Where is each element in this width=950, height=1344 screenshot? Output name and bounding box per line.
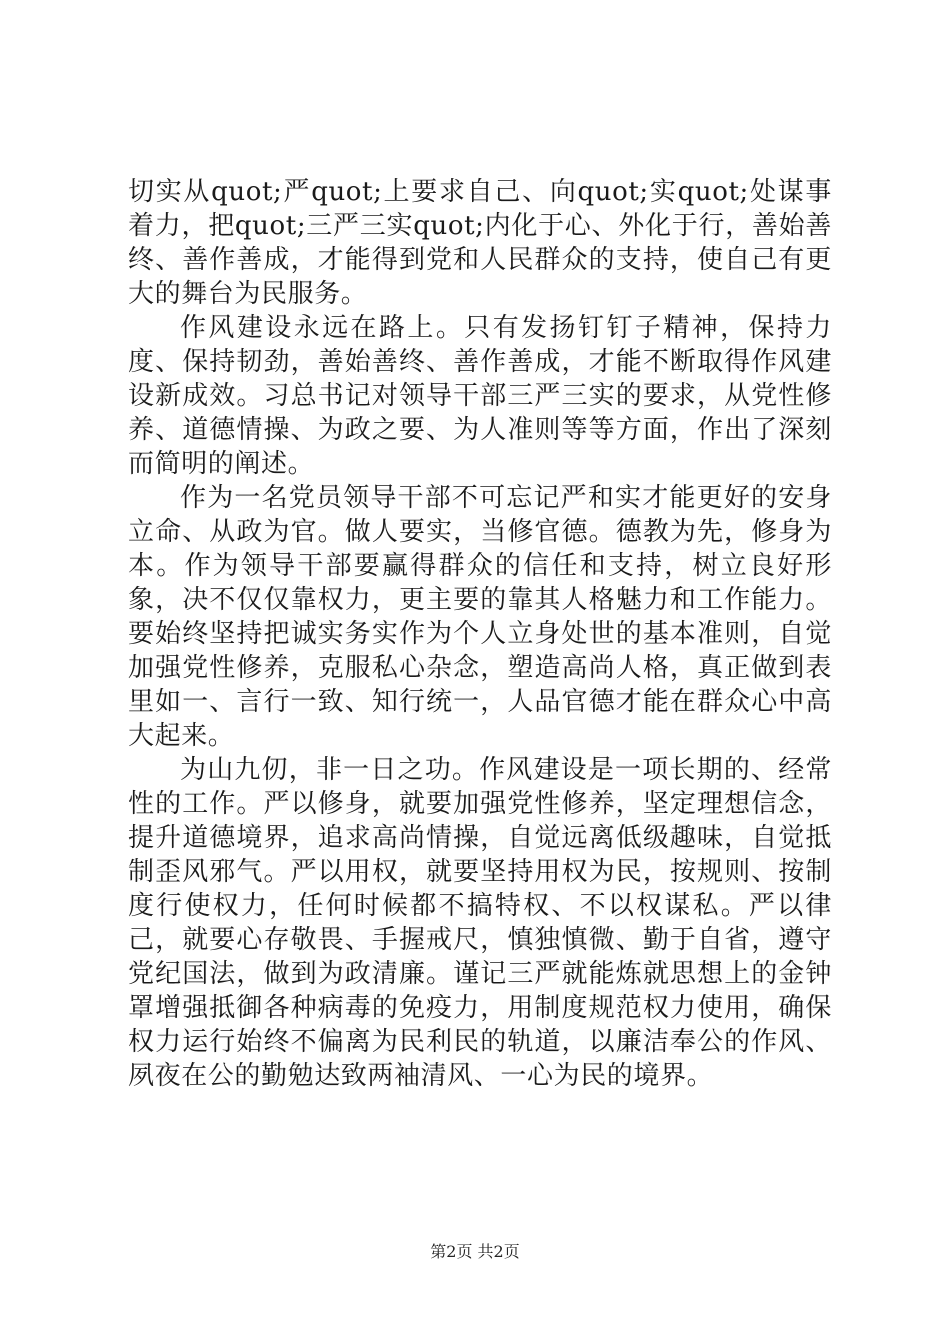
paragraph-work-style: 作风建设永远在路上。只有发扬钉钉子精神，保持力度、保持韧劲，善始善终、善作善成，才能不断取得作风建设新成效。习总书记对领导干部三严三实的要求，从党性修养、道德情操、为政之要、为人准则等等方面，作出了深刻而简明的阐述。 [128, 313, 832, 479]
paragraph-long-term: 为山九仞，非一日之功。作风建设是一项长期的、经常性的工作。严以修身，就要加强党性修养，坚定理想信念，提升道德境界，追求高尚情操，自觉远离低级趣味，自觉抵制歪风邪气。严以用权，就要坚持用权为民，按规则、按制度行使权力，任何时候都不搞特权、不以权谋私。严以律己，就要心存敬畏、手握戒尺，慎独慎微、勤于自省，遵守党纪国法，做到为政清廉。谨记三严就能炼就思想上的金钟罩增强抵御各种病毒的免疫力，用制度规范权力使用，确保权力运行始终不偏离为民利民的轨道，以廉洁奉公的作风、夙夜在公的勤勉达致两袖清风、一心为民的境界。 [128, 755, 832, 1091]
page-number-footer: 第2页 共2页 [430, 1242, 520, 1261]
paragraph-continuation: 切实从quot;严quot;上要求自己、向quot;实quot;处谋事着力，把quot;三严三实quot;内化于心、外化于行，善始善终、善作善成，才能得到党和人民群众的支持，使自己有更大的舞台为民服务。 [128, 177, 832, 309]
document-body [128, 175, 832, 1093]
paragraph-party-member: 作为一名党员领导干部不可忘记严和实才能更好的安身立命、从政为官。做人要实，当修官德。德教为先，修身为本。作为领导干部要赢得群众的信任和支持，树立良好形象，决不仅仅靠权力，更主要的靠其人格魅力和工作能力。要始终坚持把诚实务实作为个人立身处世的基本准则，自觉加强党性修养，克服私心杂念，塑造高尚人格，真正做到表里如一、言行一致、知行统一，人品官德才能在群众心中高大起来。 [128, 483, 832, 751]
